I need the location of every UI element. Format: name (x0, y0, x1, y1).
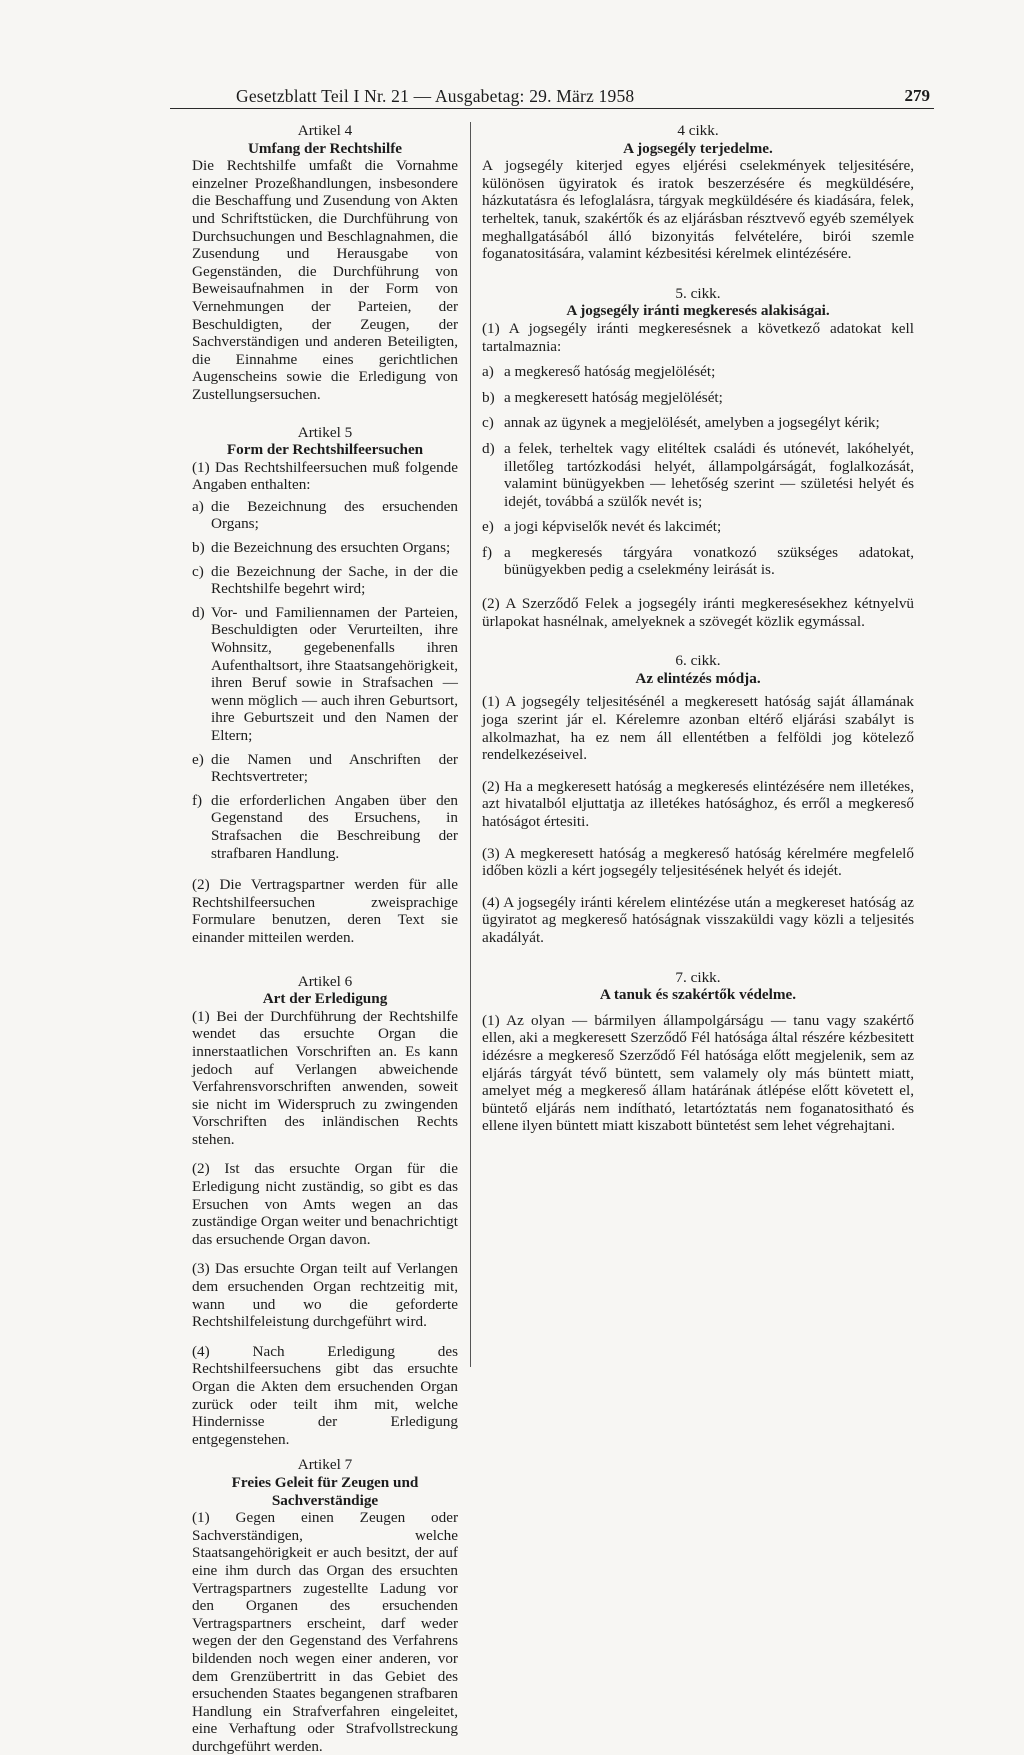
cikk-6-para-1: (1) A jogsegély teljesitésénél a megkeresett hatóság saját államának joga szerint jár el. Kérelemre azonban eltérő eljárási szabályt is alkolmazhat, ha ez nem áll ellentétben a felföldi jog kötelező rendelkezéseivel. (482, 693, 914, 764)
list-item: e) die Namen und Anschriften der Rechtsvertreter; (192, 750, 458, 786)
page-header (0, 86, 1024, 110)
cikk-6-para-3: (3) A megkeresett hatóság a megkereső hatóság kérelmére megfelelő időben közli a kért jogsegély teljesitésének helyét és idejét. (482, 844, 914, 880)
hungarian-column (482, 122, 914, 1135)
article-6-para-3: (3) Das ersuchte Organ teilt auf Verlangen dem ersuchenden Organ rechtzeitig mit, wann und wo die geforderte Rechtshilfeleistung durchgeführt wird. (192, 1260, 458, 1331)
column-divider (470, 122, 471, 1367)
article-6-para-1: (1) Bei der Durchführung der Rechtshilfe wendet das ersuchte Organ die innerstaatlichen Vorschriften an. Es kann jedoch auf Verlangen abweichende Verfahrensvorschriften anwenden, soweit sie nicht im Widerspruch zu zwingenden Vorschriften des inländischen Rechts stehen. (192, 1007, 458, 1148)
article-5-para-2: (2) Die Vertragspartner werden für alle Rechtshilfeersuchen zweisprachige Formulare benutzen, deren Text sie einander mitteilen werden. (192, 876, 458, 946)
list-item: c) die Bezeichnung der Sache, in der die Rechtshilfe begehrt wird; (192, 562, 458, 598)
list-item: d) a felek, terheltek vagy elitéltek családi és utónevét, lakóhelyét, illetőleg tartózkodási helyét, állampolgárságát, foglalkozását, valamint bünügyekben — lehetőség szerint — születési helyét és idejét, továbbá a szülők nevét is; (482, 439, 914, 510)
article-5-title: Form der Rechtshilfeersuchen (226, 441, 424, 459)
cikk-7-para-1: (1) Az olyan — bármilyen állampolgárságu — tanu vagy szakértő ellen, aki a megkeresett Szerződő Fél hatósága által részére kézbesitett idézésre a megkereső Szerződő Fél hatósága előtt megjelenik, sem az eljárás tárgyát tévő büntett, sem valamely oly más büntett miatt, amelyet még a megkereső állam határának átlépése előtt követett el, büntető eljárás nem indítható, letartóztatás nem foganatositható és ellene ilyen büntett miatt kiszabott büntetést sem lehet végrehajtani. (482, 1011, 914, 1135)
cikk-6-number: 6. cikk. (675, 652, 721, 670)
list-item: a) a megkereső hatóság megjelölését; (482, 363, 716, 381)
cikk-5-para-2: (2) A Szerződő Felek a jogsegély iránti megkeresésekhez kétnyelvü ürlapokat hasnélnak, amelyeknek a szövegét közlik egymással. (482, 595, 914, 630)
article-5-number: Artikel 5 (297, 423, 353, 441)
cikk-6-para-2: (2) Ha a megkeresett hatóság a megkeresés elintézésére nem illetékes, azt hivatalból eljuttatja az illetékes hatósághoz, és erről a megkereső hatóságot értesiti. (482, 777, 914, 830)
cikk-6-title: Az elintézés módja. (635, 669, 761, 687)
list-item: f) a megkeresés tárgyára vonatkozó szükséges adatokat, bünügyekben pedig a cselekmény leirását is. (482, 543, 914, 579)
list-item: c) annak az ügynek a megjelölését, amelyben a jogsegélyt kérik; (482, 414, 880, 432)
header-title: Gesetzblatt Teil I Nr. 21 — Ausgabetag: 29. März 1958 (236, 86, 635, 106)
article-6-number: Artikel 6 (297, 972, 353, 990)
cikk-4-title: A jogsegély terjedelme. (623, 139, 773, 157)
article-6-para-2: (2) Ist das ersuchte Organ für die Erledigung nicht zuständig, so gibt es das Ersuchen von Amts wegen an das zuständige Organ weiter und benachrichtigt das ersuchende Organ davon. (192, 1160, 458, 1248)
list-item: a) die Bezeichnung des ersuchenden Organs; (192, 497, 458, 533)
article-5-list (192, 498, 458, 862)
cikk-5-number: 5. cikk. (675, 284, 721, 302)
header-rule (170, 108, 934, 109)
cikk-4-number: 4 cikk. (677, 122, 719, 139)
cikk-6-para-4: (4) A jogsegély iránti kérelem elintézése után a megkereset hatóság az ügyiratot ag megkereső hatóságnak visszaküldi vagy közli a teljesités akadályát. (482, 893, 914, 946)
article-6-title: Art der Erledigung (262, 990, 388, 1008)
article-4-title: Umfang der Rechtshilfe (247, 139, 403, 157)
list-item: d) Vor- und Familiennamen der Parteien, Beschuldigten oder Verurteilten, ihre Wohnsitz, gegebenenfalls ihren Aufenthaltsort, ihre Staatsangehörigkeit, ihren Beruf sowie in Strafsachen — wenn möglich — auch ihren Geburtsort, ihre Geburtszeit und den Namen der Eltern; (192, 603, 458, 744)
list-item: b) die Bezeichnung des ersuchten Organs; (192, 539, 451, 557)
article-4-text: Die Rechtshilfe umfaßt die Vornahme einzelner Prozeßhandlungen, insbesondere die Beschaffung und Zusendung von Akten und Schriftstücken, die Durchführung von Durchsuchungen und Beschlagnahmen, die Zusendung und Herausgabe von Gegenständen, die Durchführung von Beweisaufnahmen in der Form von Vernehmungen der Parteien, der Beschuldigten, der Zeugen, der Sachverständigen und anderen Beteiligten, die Einnahme eines gerichtlichen Augenscheins sowie die Erledigung von Zustellungsersuchen. (192, 157, 458, 403)
cikk-5-intro: (1) A jogsegély iránti megkeresésnek a következő adatokat kell tartalmaznia: (482, 319, 914, 355)
list-item: e) a jogi képviselők nevét és lakcimét; (482, 518, 722, 536)
cikk-5-list (482, 363, 914, 579)
list-item: b) a megkeresett hatóság megjelölését; (482, 388, 723, 406)
page-number: 279 (904, 86, 930, 105)
article-4-number: Artikel 4 (297, 122, 353, 139)
cikk-4-text: A jogsegély kiterjed egyes eljérési cselekmények teljesitésére, különösen ügyiratok és iratok beszerzésére és megküldésére, házkutatásra és lefoglalásra, tárgyak megküldésére és kiadására, felek, terheltek, tanuk, szakértők és az eljárásban résztvevő egyéb személyek meghallgatásából álló bizonyitás felvételére, birói szemle foganatositására, valamint kézbesitési kérelmek elintézésére. (482, 157, 914, 263)
article-7-title: Freies Geleit für Zeugen und Sachverständige (231, 1473, 419, 1509)
cikk-7-number: 7. cikk. (675, 968, 721, 986)
article-7-number: Artikel 7 (297, 1456, 353, 1474)
list-item: f) die erforderlichen Angaben über den Gegenstand des Ersuchens, in Strafsachen die Beschreibung der strafbaren Handlung. (192, 791, 458, 862)
german-column (192, 122, 458, 1755)
article-6-para-4: (4) Nach Erledigung des Rechtshilfeersuchens gibt das ersuchte Organ die Akten dem ersuchenden Organ zurück oder teilt ihm mit, welche Hindernisse der Erledigung entgegenstehen. (192, 1342, 458, 1448)
article-7-para-1: (1) Gegen einen Zeugen oder Sachverständigen, welche Staatsangehörigkeit er auch besitzt, der auf eine ihm durch das Organ des ersuchten Vertragspartners zugestellte Ladung vor den Organen des ersuchenden Vertragspartners erscheint, darf weder wegen der den Gegenstand des Verfahrens bildenden noch wegen einer anderen, vor dem Grenzübertritt in das Gebiet des ersuchenden Staates begangenen strafbaren Handlung ein Strafverfahren eingeleitet, eine Verhaftung oder Strafvollstreckung durchgeführt werden. (192, 1509, 458, 1755)
cikk-7-title: A tanuk és szakértők védelme. (599, 986, 797, 1004)
cikk-5-title: A jogsegély iránti megkeresés alakiságai. (566, 302, 830, 320)
article-5-intro: (1) Das Rechtshilfeersuchen muß folgende Angaben enthalten: (192, 458, 458, 494)
